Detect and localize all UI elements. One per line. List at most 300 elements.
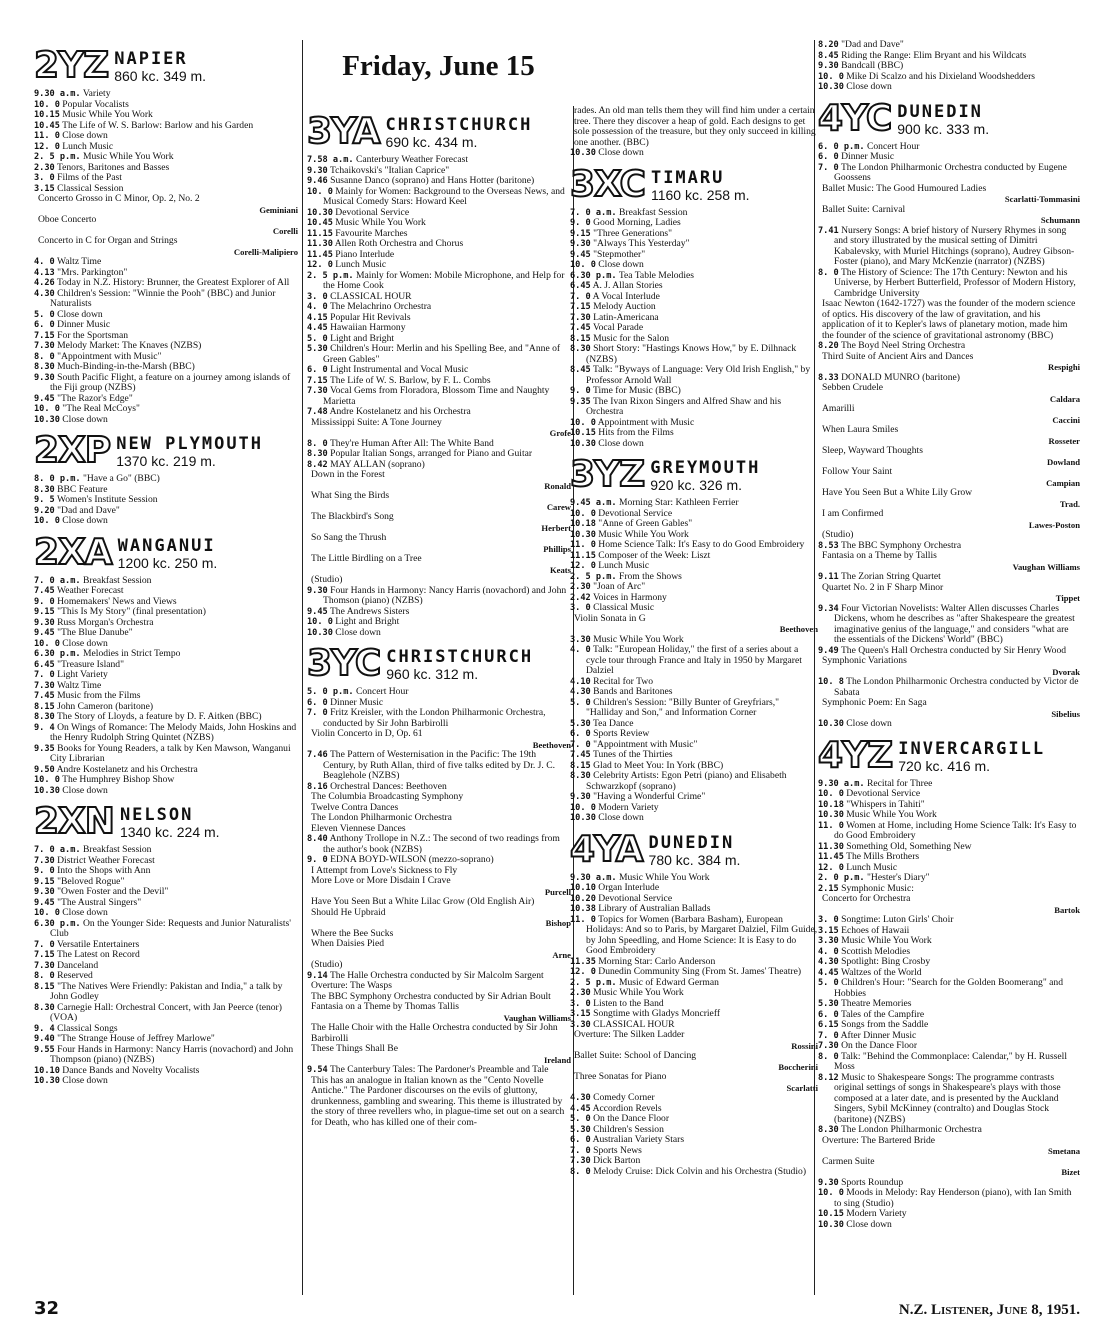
programme-item	[570, 397, 818, 418]
programme-title: On the Younger Side: Requests and Junior Naturalists' Club	[50, 917, 291, 939]
programme-item	[34, 744, 298, 765]
programme-title: "Hester's Diary"	[866, 872, 930, 883]
programme-time: 9.54	[307, 1065, 328, 1075]
programme-title: Versatile Entertainers	[56, 938, 140, 950]
programme-title: On Wings of Romance: The Melody Maids, John Hoskins and the Henry Rudolph String Quintet (NZBS)	[50, 721, 297, 743]
programme-title: The Little Birdling on a Tree	[311, 553, 422, 564]
programme-item	[307, 418, 571, 429]
programme-time: 7.30	[34, 855, 55, 866]
programme-title: "The Real McCoys"	[62, 403, 140, 414]
programme-title: Songtime with Gladys Moncrieff	[593, 1008, 721, 1019]
programme-title: The Boyd Neel String Orchestra	[840, 340, 966, 351]
programme-time: 10. 0	[818, 71, 844, 82]
programme-title: The Melachrino Orchestra	[329, 301, 432, 312]
programme-time: 5. 0	[818, 978, 839, 988]
programme-title: The Humphrey Bishop Show	[62, 774, 175, 785]
programme-time: 8.12	[818, 1072, 839, 1083]
programme-time: 9.30	[818, 61, 839, 71]
composer-name: Lawes-Poston	[1028, 519, 1080, 530]
station-city: WANGANUI	[117, 535, 216, 556]
station-header	[34, 431, 298, 469]
programme-title: "Have a Go" (BBC)	[82, 473, 160, 484]
programme-title: I am Confirmed	[822, 508, 884, 519]
programme-title: Riding the Range: Elim Bryant and his Wildcats	[841, 49, 1027, 61]
programme-time: 3.30	[570, 1019, 591, 1030]
station-city: GREYMOUTH	[650, 458, 761, 478]
programme-title: Short Story: "Hastings Knows How," by E. Dilhnack (NZBS)	[586, 343, 797, 365]
station-block	[570, 106, 818, 159]
programme-time: 10. 0	[570, 260, 596, 270]
programme-title: Organ Interlude	[598, 882, 660, 893]
programme-item	[34, 194, 298, 205]
programme-title: Children's Session	[593, 1123, 664, 1135]
programme-item	[818, 551, 1080, 562]
composer-name: Bizet	[1061, 1167, 1080, 1177]
programme-time: 3.15	[818, 925, 839, 936]
programme-item	[570, 813, 818, 824]
programme-title: They're Human After All: The White Band	[329, 437, 494, 449]
programme-time: 2.30	[570, 988, 591, 998]
programme-time: 7.45	[34, 691, 55, 701]
programme-title: Dunedin Community Sing (From St. James' Theatre)	[598, 966, 802, 977]
station-block	[34, 533, 298, 797]
programme-title: Fantasia on a Theme by Thomas Tallis	[311, 1001, 460, 1012]
programme-time: 9.45	[34, 393, 55, 404]
station-header	[307, 644, 571, 682]
station-city: INVERCARGILL	[898, 738, 1046, 759]
programme-title: Light Variety	[57, 669, 108, 680]
programme-title: Third Suite of Ancient Airs and Dances	[822, 350, 974, 362]
programme-item	[34, 1045, 298, 1066]
programme-title: The BBC Symphony Orchestra conducted by Sir Adrian Boult	[311, 990, 551, 1002]
programme-title: Waltzes of the World	[840, 966, 922, 978]
programme-time: 10.30	[818, 82, 844, 92]
programme-time: 9.49	[818, 645, 839, 656]
programme-item	[570, 1030, 818, 1041]
programme-title: "The Austral Singers"	[57, 896, 142, 908]
programme-title: Andre Kostelanetz and his Orchestra	[56, 763, 198, 775]
station-info	[386, 648, 533, 682]
station-frequency: 1370 kc. 219 m.	[116, 453, 216, 469]
programme-item	[818, 352, 1080, 363]
programme-title: Close down	[62, 784, 108, 796]
programme-time: 8.15	[34, 981, 55, 992]
programme-time: 8. 0	[818, 267, 839, 278]
programme-title: Danceland	[57, 959, 99, 971]
programme-title: Dinner Music	[330, 696, 384, 708]
programme-time: 10.30	[570, 813, 596, 823]
station-block	[570, 455, 818, 824]
programme-title: The Latest on Record	[56, 949, 140, 960]
programme-title: Talk: "European Holiday," the first of a series about a cycle tour through France and Italy in 1950 by Margaret Dalziel	[586, 644, 802, 676]
station-callsign: 3XC	[570, 163, 645, 205]
programme-time: 9.45	[34, 897, 55, 908]
station-callsign: 2XP	[34, 430, 111, 471]
programme-time: 12. 0	[818, 862, 844, 873]
programme-title: Melody Cruise: Dick Colvin and his Orchestra (Studio)	[593, 1165, 807, 1177]
programme-time: 11.15	[570, 550, 596, 561]
programme-title: Songs from the Saddle	[841, 1019, 929, 1030]
programme-time: 8.30	[818, 1125, 839, 1135]
programme-time: 7.15	[307, 375, 328, 386]
programme-time: 10.18	[818, 799, 844, 810]
programme-time: 3. 0	[307, 291, 328, 302]
composer-name: Caccini	[1052, 414, 1080, 425]
programme-time: 5. 0	[570, 697, 591, 708]
programme-title: "Owen Foster and the Devil"	[57, 886, 169, 897]
station-frequency: 1200 kc. 250 m.	[117, 554, 218, 571]
programme-title: Symphonic Variations	[822, 655, 907, 666]
programme-item	[818, 821, 1080, 842]
programme-title: Three Sonatas for Piano	[574, 1071, 667, 1082]
programme-title: Ballet Suite: Carnival	[822, 203, 906, 215]
programme-time: 8.30	[34, 362, 55, 372]
programme-title: Library of Australian Ballads	[598, 903, 711, 914]
programme-time: 7.30	[307, 386, 328, 396]
programme-item	[818, 1052, 1080, 1073]
station-callsign: 2XN	[34, 801, 114, 842]
composer-name: Scarlatti-Tommasini	[1004, 194, 1080, 204]
programme-title: Melody Auction	[593, 301, 656, 312]
programme-time: 8.20	[818, 341, 839, 351]
station-info	[650, 459, 760, 493]
programme-time: 4.45	[307, 323, 328, 333]
programme-time: 10.30	[570, 148, 596, 158]
programme-item	[818, 383, 1080, 394]
programme-time: 6. 0	[307, 365, 328, 375]
programme-item	[570, 915, 818, 957]
programme-time: 9.14	[307, 970, 328, 981]
programme-time: 4.45	[818, 967, 839, 978]
programme-time: 8.15	[570, 333, 591, 344]
programme-time: 9. 0	[34, 596, 55, 607]
programme-title: Classical Songs	[57, 1022, 118, 1034]
programme-title: Canterbury Weather Forecast	[355, 154, 468, 165]
programme-item	[818, 425, 1080, 436]
programme-title: Concerto Grosso in C Minor, Op. 2, No. 2	[38, 193, 200, 204]
programme-title: Music While You Work	[841, 935, 932, 946]
programme-time: 9.11	[818, 572, 839, 582]
programme-time: 3.15	[570, 1009, 591, 1019]
programme-title: Music While You Work	[62, 109, 153, 120]
programme-item	[307, 512, 571, 523]
composer-name: Rosseter	[1048, 435, 1080, 446]
programme-item	[307, 1023, 571, 1044]
programme-time: 9.40	[34, 1034, 55, 1044]
station-callsign: 4YC	[818, 97, 892, 139]
programme-title: "Three Generations"	[593, 227, 673, 239]
programme-time: 8.20	[818, 40, 839, 50]
programme-time: 4.26	[34, 278, 55, 288]
programme-time: 9.30	[570, 792, 591, 802]
composer-name: Beethoven	[532, 739, 571, 750]
programme-item	[307, 1076, 571, 1129]
programme-time: 9.46	[307, 176, 328, 186]
programme-title: Nursery Songs: A brief history of Nursery Rhymes in song and story illustrated by the musical setting of Dimitri Kabalevsky, with Muriel Hitchings (soprano), Audrey Gibson-Foster (piano), and Mary McKenzie (narrator) (NZBS)	[834, 224, 1075, 267]
programme-time: 8.30	[570, 344, 591, 354]
programme-title: Waltz Time	[56, 256, 102, 267]
programme-title: Children's Hour: Merlin and his Spelling Bee, and "Anne of Green Gables"	[323, 343, 561, 365]
programme-time: 7. 0	[307, 708, 328, 718]
programme-title: Close down	[57, 308, 103, 320]
programme-time: 7. 0	[34, 939, 55, 950]
programme-time: 8.30	[34, 484, 55, 495]
composer-name: Rossini	[791, 1040, 818, 1051]
programme-title: Classical Session	[57, 182, 124, 194]
programme-title: Carmen Suite	[822, 1155, 875, 1167]
programme-title: Music While You Work	[82, 151, 174, 162]
station-city: DUNEDIN	[648, 832, 735, 853]
programme-time: 11. 0	[570, 540, 596, 550]
programme-title: "Beloved Rogue"	[57, 875, 125, 887]
programme-time: 7. 0	[570, 739, 591, 750]
programme-title: Close down	[62, 413, 108, 425]
programme-time: 7. 0	[570, 291, 591, 302]
station-block	[818, 99, 1080, 730]
programme-item	[307, 386, 571, 407]
programme-item	[34, 1003, 298, 1024]
programme-item	[307, 876, 571, 887]
programme-time: 5. 0	[307, 333, 328, 344]
programme-title: Twelve Contra Dances	[311, 801, 399, 813]
programme-item	[307, 344, 571, 365]
programme-time: 8. 0	[34, 971, 55, 981]
programme-item	[818, 1073, 1080, 1126]
programme-time: 9.45	[34, 628, 55, 638]
programme-title: Violin Concerto in D, Op. 61	[311, 728, 423, 739]
station-info	[120, 806, 220, 840]
programme-title: The BBC Symphony Orchestra	[840, 539, 962, 551]
programme-title: Music from the Films	[57, 690, 141, 701]
programme-time: 10.15	[818, 1209, 844, 1219]
programme-title: Sebben Crudele	[822, 382, 884, 393]
programme-time: 5.30	[818, 999, 839, 1009]
programme-time: 6. 0	[307, 697, 328, 708]
programme-title: Celebrity Artists: Egon Petri (piano) and Elisabeth Schwarzkopf (soprano)	[586, 770, 787, 792]
programme-time: 9.55	[34, 1044, 55, 1055]
programme-time: 7.41	[818, 225, 839, 236]
programme-time: 4.10	[570, 676, 591, 687]
programme-time: 7.30	[570, 312, 591, 323]
programme-title: Homemakers' News and Views	[57, 595, 177, 607]
programme-title: From the Shows	[618, 570, 682, 582]
station-info	[116, 435, 263, 469]
programme-time: 12. 0	[570, 967, 596, 977]
programme-title: Concerto in C for Organ and Strings	[38, 235, 178, 246]
programme-title: MAY ALLAN (soprano)	[330, 458, 425, 470]
programme-title: BBC Feature	[57, 483, 108, 495]
programme-time: 7.30	[818, 1041, 839, 1051]
programme-title: "Dad and Dave"	[57, 504, 120, 516]
programme-title: Carnegie Hall: Orchestral Concert, with Jan Peerce (tenor) (VOA)	[50, 1001, 282, 1023]
station-header	[34, 46, 298, 84]
composer-name: Dowland	[1047, 456, 1080, 467]
programme-item	[818, 677, 1080, 698]
composer-name: Campian	[1046, 477, 1080, 488]
composer-name: Schumann	[1040, 215, 1080, 225]
programme-title: Oboe Concerto	[38, 214, 97, 225]
programme-title: The History of Science: The 17th Century: Newton and his Universe, by Herbert Butterfield, Professor of Modern History, Cambridge University	[834, 266, 1076, 299]
composer-name: Respighi	[1048, 362, 1080, 372]
programme-title: "Having a Wonderful Crime"	[593, 791, 706, 802]
programme-title: Close down	[335, 626, 381, 638]
programme-time: 4. 0	[34, 257, 55, 267]
programme-title: Down in the Forest	[311, 469, 385, 480]
programme-title: Four Hands in Harmony: Nancy Harris (novachord) and John Thomson (piano) (NZBS)	[323, 584, 567, 606]
programme-title: Lunch Music	[62, 140, 114, 152]
programme-time: 6. 0	[570, 729, 591, 739]
programme-item	[818, 583, 1080, 594]
programme-time: 11.15	[307, 228, 333, 239]
programme-title: Violin Sonata in G	[574, 612, 646, 624]
station-info	[118, 537, 218, 571]
programme-title: Close down	[598, 812, 644, 823]
station-frequency: 960 kc. 312 m.	[386, 666, 479, 682]
page-number: 32	[34, 1298, 60, 1319]
programme-title: The Halle Orchestra conducted by Sir Malcolm Sargent	[329, 969, 544, 981]
programme-item	[307, 1002, 571, 1013]
programme-time: 4.30	[570, 687, 591, 697]
programme-item	[818, 184, 1080, 195]
programme-item	[34, 373, 298, 394]
station-info	[649, 834, 741, 868]
programme-title: Hits from the Films	[598, 427, 674, 438]
programme-item	[818, 467, 1080, 478]
programme-time: 7.30	[34, 960, 55, 971]
programme-title: Children's Hour: "Search for the Golden Boomerang" and Hobbies	[834, 977, 1064, 999]
composer-name: Vaughan Williams	[1012, 561, 1080, 572]
programme-title: Susanne Danco (soprano) and Hans Hotter (baritone)	[330, 175, 535, 186]
programme-time: 11. 0	[818, 820, 844, 831]
programme-time: 10.30	[570, 438, 596, 449]
programme-time: 9.30 a.m.	[818, 778, 865, 789]
programme-item	[818, 268, 1080, 300]
programme-time: 10. 0	[570, 802, 596, 813]
programme-time: 7.48	[307, 407, 328, 417]
programme-time: 4.30	[570, 1093, 591, 1103]
station-frequency: 690 kc. 434 m.	[385, 134, 478, 150]
programme-time: 4. 0	[570, 645, 591, 655]
programme-title: Modern Variety	[846, 1208, 907, 1219]
programme-item	[818, 719, 1080, 730]
programme-title: The Columbia Broadcasting Symphony	[311, 791, 464, 802]
programme-time: 9.30	[818, 1177, 839, 1188]
programme-item	[818, 446, 1080, 457]
programme-title: The Pattern of Westernisation in the Pacific: The 19th Century, by Ruth Allan, third of five talks edited by Dr. J. C. Beaglehole (NZBS)	[323, 749, 556, 781]
programme-time: 5. 0	[570, 1114, 591, 1124]
programme-time: 10.30	[570, 529, 596, 540]
programme-time: 10.30	[307, 627, 333, 638]
programme-item	[34, 415, 298, 426]
programme-title: Sports Roundup	[841, 1176, 904, 1188]
programme-item	[570, 1051, 818, 1062]
station-callsign: 3YC	[307, 643, 381, 684]
programme-title: Comedy Corner	[593, 1092, 655, 1103]
composer-name: Caldara	[1049, 393, 1080, 404]
station-callsign: 2YZ	[34, 45, 109, 86]
programme-time: 9. 4	[34, 722, 55, 733]
station-info	[114, 50, 206, 84]
programme-time: 9. 4	[34, 1023, 55, 1034]
programme-title: Music of Edward German	[618, 976, 719, 988]
programme-title: Four Hands in Harmony: Nancy Harris (novachord) and John Thompson (piano) (NZBS)	[50, 1043, 294, 1065]
programme-title: Orchestral Dances: Beethoven	[330, 780, 447, 792]
station-info	[898, 740, 1045, 774]
programme-time: 4.30	[818, 957, 839, 967]
programme-time: 6.30 p.m.	[570, 270, 617, 281]
programme-title: Children's Session: "Winnie the Pooh" (BBC) and Junior Naturalists	[50, 287, 276, 309]
composer-name: Phillips	[543, 543, 571, 554]
programme-time: 5.30	[570, 1124, 591, 1135]
programme-item	[818, 978, 1080, 999]
programme-time: 11.30	[818, 841, 844, 852]
composer-name: Corelli	[272, 225, 298, 236]
programme-title: Lunch Music	[846, 861, 898, 873]
programme-title: EDNA BOYD-WILSON (mezzo-soprano)	[330, 854, 494, 865]
programme-title: "This Is My Story" (final presentation)	[57, 606, 206, 617]
programme-time: 2. 5 p.m.	[307, 270, 354, 281]
programme-title: Devotional Service	[335, 206, 410, 218]
publication-footer: N.Z. Listener, June 8, 1951.	[898, 1302, 1080, 1318]
station-header	[34, 533, 298, 571]
station-frequency: 900 kc. 333 m.	[897, 120, 990, 137]
programme-time: 7. 0 a.m.	[34, 845, 81, 855]
programme-title: Books for Young Readers, a talk by Ken Mawson, Wanganui City Librarian	[50, 742, 291, 764]
programme-title: Ballet Music: The Good Humoured Ladies	[822, 182, 987, 194]
programme-time: 4.15	[307, 312, 328, 323]
programme-title: When Laura Smiles	[822, 424, 899, 435]
composer-name: Herbert	[541, 522, 571, 533]
programme-time: 10.45	[34, 120, 60, 131]
programme-title: The Queen's Hall Orchestra conducted by Sir Henry Wood	[840, 644, 1067, 656]
programme-title: Dance Bands and Novelty Vocalists	[62, 1064, 200, 1076]
programme-title: Dinner Music	[841, 151, 895, 162]
programme-time: 7.30	[570, 1156, 591, 1166]
station-info	[651, 169, 750, 203]
programme-time: 10. 0	[34, 638, 60, 649]
station-city: DUNEDIN	[897, 101, 983, 122]
programme-item	[818, 656, 1080, 667]
station-callsign: 3YZ	[570, 454, 645, 495]
programme-title: Lunch Music	[335, 259, 387, 270]
programme-item	[307, 834, 571, 855]
programme-title: Mainly for Women: Mobile Microphone, and Help for the Home Cook	[323, 269, 565, 291]
programme-title: Eleven Viennese Dances	[311, 822, 406, 834]
programme-time: 5.30	[307, 344, 328, 354]
programme-title: Amarilli	[822, 403, 855, 414]
programme-title: Music for the Salon	[593, 332, 670, 344]
programme-title: "Appointment with Music"	[593, 738, 698, 750]
programme-title: Time for Music (BBC)	[592, 385, 681, 396]
composer-name: Scarlatti	[786, 1082, 818, 1093]
programme-time: 10. 0	[307, 617, 333, 627]
programme-item	[570, 1072, 818, 1083]
programme-item	[570, 561, 818, 572]
programme-title: rades. An old man tells them they will find him under a certain tree. There they discover a heap of gold. Each designs to get sole possession of the treasure, but they only succeed in killing one another. (BBC)	[574, 105, 816, 148]
programme-time: 7. 0	[818, 1030, 839, 1041]
programme-time: 9. 0	[307, 855, 328, 865]
programme-title: Films of the Past	[57, 172, 122, 183]
programme-time: 3.30	[570, 634, 591, 645]
programme-time: 6.15	[818, 1020, 839, 1030]
programme-title: On the Dance Floor	[841, 1040, 918, 1051]
station-header	[570, 165, 818, 203]
station-city: NEW PLYMOUTH	[116, 434, 264, 454]
programme-time: 10.15	[34, 110, 60, 120]
programme-item	[818, 205, 1080, 216]
programme-title: So Sang the Thrush	[311, 532, 387, 543]
programme-title: Dick Barton	[593, 1155, 641, 1166]
